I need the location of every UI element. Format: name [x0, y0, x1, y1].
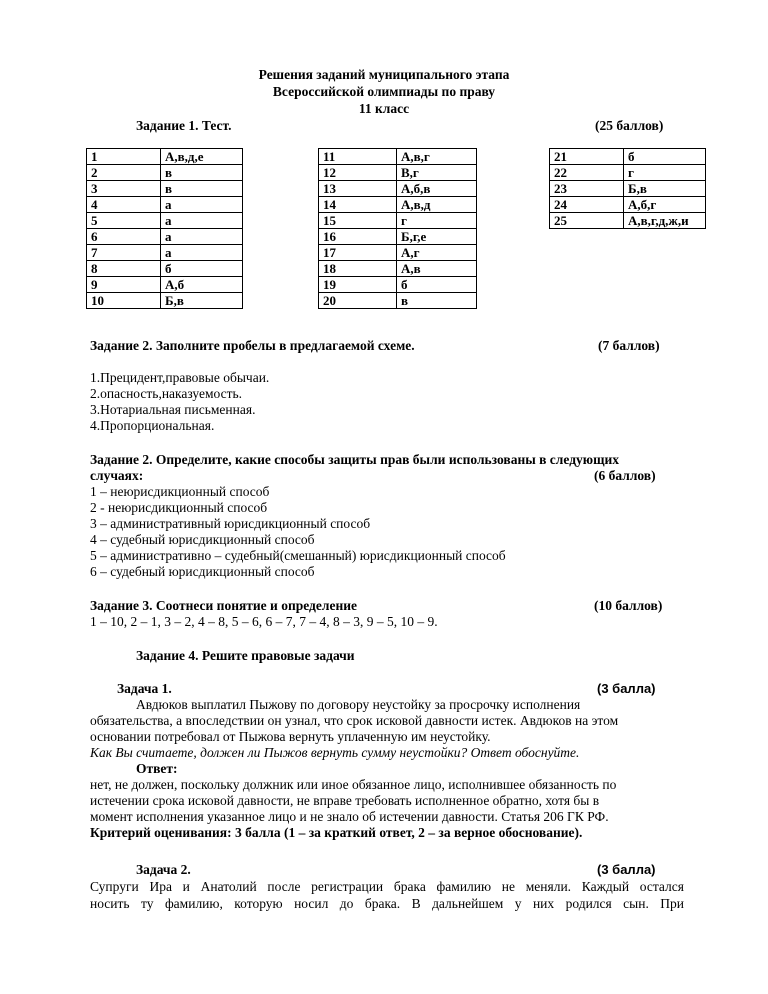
task2b-item-1: 1 – неюрисдикционный способ — [90, 484, 270, 499]
task2b-item-2: 2 - неюрисдикционный способ — [90, 500, 268, 515]
question-number: 12 — [319, 165, 397, 181]
answer-row — [87, 197, 243, 213]
question-number: 8 — [87, 261, 161, 277]
doc-title-line1: Решения заданий муниципального этапа — [258, 67, 510, 82]
answer-row — [550, 149, 706, 165]
task1-points: (25 баллов) — [595, 118, 664, 133]
question-number: 22 — [550, 165, 624, 181]
answer-value: г — [624, 165, 706, 181]
task2a-item-3: 3.Нотариальная письменная. — [90, 402, 256, 417]
task3-answer: 1 – 10, 2 – 1, 3 – 2, 4 – 8, 5 – 6, 6 – 7, 7 – 4, 8 – 3, 9 – 5, 10 – 9. — [90, 614, 438, 629]
answer-value: А,г — [397, 245, 477, 261]
question-number: 3 — [87, 181, 161, 197]
answer-row — [87, 165, 243, 181]
question-number: 10 — [87, 293, 161, 309]
task2b-item-6: 6 – судебный юрисдикционный способ — [90, 564, 315, 579]
answer-row — [87, 181, 243, 197]
answer-table-1-body — [87, 149, 243, 309]
answer-value: а — [161, 245, 243, 261]
task2b-item-4: 4 – судебный юрисдикционный способ — [90, 532, 315, 547]
answer-row — [550, 181, 706, 197]
answer-row — [319, 181, 477, 197]
answer-value: а — [161, 229, 243, 245]
answer-row — [87, 245, 243, 261]
problem1-answer-label: Ответ: — [136, 761, 178, 776]
answer-row — [319, 261, 477, 277]
problem1-question: Как Вы считаете, должен ли Пыжов вернуть сумму неустойки? Ответ обоснуйте. — [90, 745, 580, 760]
task1-heading: Задание 1. Тест. — [136, 118, 232, 133]
answer-row — [87, 213, 243, 229]
task4-heading: Задание 4. Решите правовые задачи — [136, 648, 355, 663]
task2b-item-3: 3 – административный юрисдикционный способ — [90, 516, 371, 531]
question-number: 25 — [550, 213, 624, 229]
answer-table-2 — [318, 148, 477, 309]
answer-value: Б,в — [624, 181, 706, 197]
problem1-answer-line2: истечении срока исковой давности, не вправе требовать исполненное обратно, хотя бы в — [90, 793, 600, 808]
answer-value: Б,г,е — [397, 229, 477, 245]
problem1-text-line1: Авдюков выплатил Пыжову по договору неустойку за просрочку исполнения — [136, 697, 581, 712]
task2a-item-1: 1.Прецидент,правовые обычаи. — [90, 370, 270, 385]
task3-heading: Задание 3. Соотнеси понятие и определение — [90, 598, 357, 613]
answer-value: А,в,д,е — [161, 149, 243, 165]
answer-value: А,в,г,д,ж,и — [624, 213, 706, 229]
answer-value: а — [161, 197, 243, 213]
question-number: 1 — [87, 149, 161, 165]
answer-value: г — [397, 213, 477, 229]
task3-points: (10 баллов) — [594, 598, 663, 613]
task2b-points: (6 баллов) — [594, 468, 656, 483]
answer-value: А,б,в — [397, 181, 477, 197]
answer-table-2-body — [319, 149, 477, 309]
answer-value: А,б — [161, 277, 243, 293]
answer-row — [550, 165, 706, 181]
problem2-title: Задача 2. — [136, 862, 191, 877]
answer-row — [319, 277, 477, 293]
answer-value: в — [161, 181, 243, 197]
question-number: 2 — [87, 165, 161, 181]
answer-row — [319, 229, 477, 245]
problem2-points: (3 балла) — [597, 862, 656, 877]
task2b-item-5: 5 – административно – судебный(смешанный) юрисдикционный способ — [90, 548, 506, 563]
question-number: 21 — [550, 149, 624, 165]
answer-value: б — [161, 261, 243, 277]
question-number: 20 — [319, 293, 397, 309]
problem1-text-line2: обязательства, а впоследствии он узнал, что срок исковой давности истек. Авдюков на этом — [90, 713, 619, 728]
answer-row — [319, 149, 477, 165]
answer-value: Б,в — [161, 293, 243, 309]
answer-value: б — [624, 149, 706, 165]
answer-row — [550, 213, 706, 229]
answer-row — [319, 293, 477, 309]
question-number: 16 — [319, 229, 397, 245]
answer-table-3-body — [550, 149, 706, 229]
problem2-text-line2: носить ту фамилию, которую носил до брака. В дальнейшем у них родился сын. При — [90, 896, 684, 911]
question-number: 7 — [87, 245, 161, 261]
problem1-answer-line3: момент исполнения указанное лицо и не знало об истечении давности. Статья 206 ГК РФ. — [90, 809, 609, 824]
problem1-title: Задача 1. — [117, 681, 172, 696]
question-number: 23 — [550, 181, 624, 197]
task2a-item-4: 4.Пропорциональная. — [90, 418, 215, 433]
answer-value: а — [161, 213, 243, 229]
answer-table-1 — [86, 148, 243, 309]
answer-value: в — [161, 165, 243, 181]
question-number: 17 — [319, 245, 397, 261]
answer-row — [87, 277, 243, 293]
question-number: 9 — [87, 277, 161, 293]
problem1-text-line3: основании потребовал от Пыжова вернуть уплаченную им неустойку. — [90, 729, 491, 744]
question-number: 14 — [319, 197, 397, 213]
answer-row — [87, 293, 243, 309]
doc-grade: 11 класс — [358, 101, 410, 116]
question-number: 19 — [319, 277, 397, 293]
answer-row — [319, 245, 477, 261]
question-number: 4 — [87, 197, 161, 213]
problem1-criteria: Критерий оценивания: 3 балла (1 – за краткий ответ, 2 – за верное обоснование). — [90, 825, 583, 840]
question-number: 24 — [550, 197, 624, 213]
task2a-heading: Задание 2. Заполните пробелы в предлагаемой схеме. — [90, 338, 415, 353]
question-number: 15 — [319, 213, 397, 229]
problem1-points: (3 балла) — [597, 681, 656, 696]
task2b-heading-line2: случаях: — [90, 468, 144, 483]
answer-row — [87, 261, 243, 277]
question-number: 18 — [319, 261, 397, 277]
answer-row — [319, 165, 477, 181]
answer-value: А,в,г — [397, 149, 477, 165]
answer-value: в — [397, 293, 477, 309]
answer-row — [319, 197, 477, 213]
question-number: 13 — [319, 181, 397, 197]
task2a-item-2: 2.опасность,наказуемость. — [90, 386, 243, 401]
doc-title-line2: Всероссийской олимпиады по праву — [272, 84, 496, 99]
answer-value: В,г — [397, 165, 477, 181]
answer-value: А,в,д — [397, 197, 477, 213]
problem2-text-line1: Супруги Ира и Анатолий после регистрации брака фамилию не меняли. Каждый остался — [90, 879, 684, 894]
problem1-answer-line1: нет, не должен, поскольку должник или иное обязанное лицо, исполнившее обязанность по — [90, 777, 617, 792]
answer-row — [550, 197, 706, 213]
answer-value: А,б,г — [624, 197, 706, 213]
answer-value: б — [397, 277, 477, 293]
task2b-heading-line1: Задание 2. Определите, какие способы защиты прав были использованы в следующих — [90, 452, 620, 467]
task2a-points: (7 баллов) — [598, 338, 660, 353]
answer-row — [87, 229, 243, 245]
question-number: 5 — [87, 213, 161, 229]
question-number: 11 — [319, 149, 397, 165]
answer-row — [87, 149, 243, 165]
question-number: 6 — [87, 229, 161, 245]
answer-row — [319, 213, 477, 229]
answer-table-3 — [549, 148, 706, 229]
answer-value: А,в — [397, 261, 477, 277]
